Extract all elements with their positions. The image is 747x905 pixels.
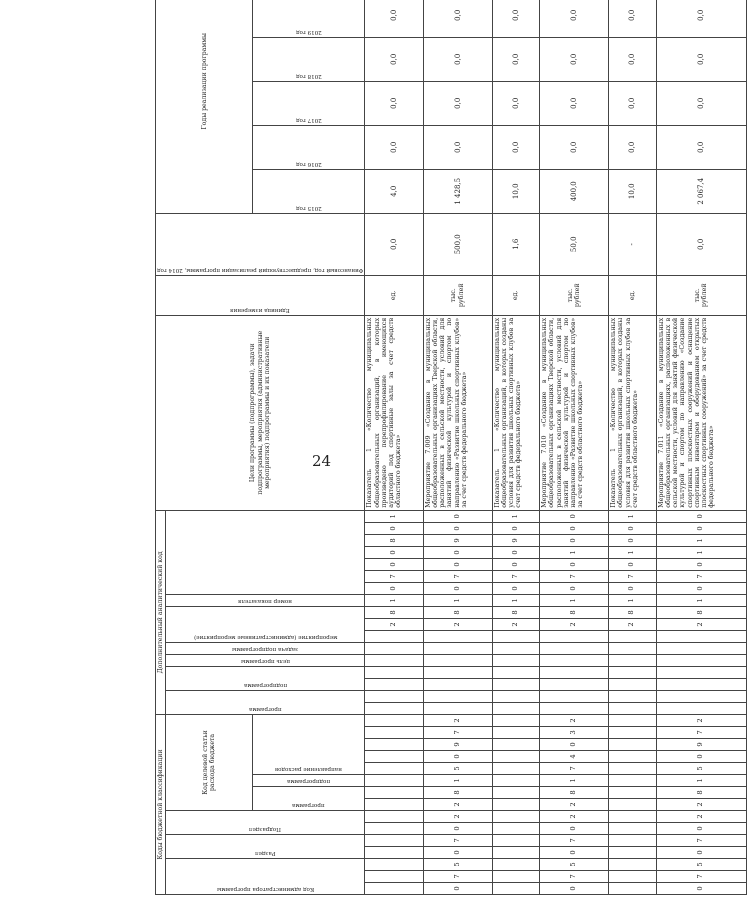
row-unit: ед. — [492, 275, 539, 315]
admin-code-header: Код администратора программы — [166, 859, 365, 895]
code-digit-cell — [365, 714, 423, 726]
code-digit-cell: 7 — [492, 570, 539, 582]
code-digit-cell — [492, 847, 539, 859]
code-digit-cell — [492, 678, 539, 690]
code-digit-cell — [609, 751, 656, 763]
code-digit-cell: 0 — [656, 510, 747, 522]
code-digit-cell — [656, 690, 747, 702]
table-row — [656, 0, 747, 895]
row-year-value: 0,0 — [365, 0, 423, 37]
reserved-header — [166, 510, 365, 594]
code-digit-cell — [365, 871, 423, 883]
table-row — [492, 0, 539, 895]
row-year-value: 2 067,4 — [656, 169, 747, 213]
row-year-value: 0,0 — [609, 125, 656, 169]
code-digit-cell: 0 — [492, 558, 539, 570]
code-digit-cell: 7 — [540, 570, 609, 582]
row-year-value: 0,0 — [365, 125, 423, 169]
row-year-value: 0,0 — [609, 0, 656, 37]
row-year-value: 0,0 — [365, 81, 423, 125]
code-digit-cell — [423, 666, 492, 678]
code-digit-cell — [540, 642, 609, 654]
row-year-value: 0,0 — [540, 0, 609, 37]
code-digit-cell: 7 — [656, 570, 747, 582]
code-digit-cell — [365, 787, 423, 799]
code-digit-cell — [365, 799, 423, 811]
row-fin-year-value: 500,0 — [423, 213, 492, 275]
code-digit-cell: 0 — [365, 558, 423, 570]
row-year-value: 0,0 — [492, 0, 539, 37]
code-digit-cell — [492, 763, 539, 775]
code-digit-cell — [492, 630, 539, 642]
code-digit-cell: 5 — [423, 859, 492, 871]
code-digit-cell — [609, 787, 656, 799]
code-digit-cell: 2 — [423, 618, 492, 630]
code-digit-cell: 0 — [656, 582, 747, 594]
code-digit-cell: 0 — [609, 534, 656, 546]
code-digit-cell — [423, 630, 492, 642]
table-row — [540, 0, 609, 895]
code-digit-cell — [365, 847, 423, 859]
code-digit-cell — [365, 883, 423, 895]
code-digit-cell — [365, 678, 423, 690]
program-code-header: программа — [166, 690, 365, 714]
csr-subprogram-header: подпрограмма — [253, 775, 365, 787]
code-digit-cell — [492, 883, 539, 895]
table-row — [609, 0, 656, 895]
year-2018-header: 2018 год — [253, 37, 365, 81]
code-digit-cell: 7 — [540, 835, 609, 847]
code-digit-cell: 7 — [365, 570, 423, 582]
code-digit-cell — [609, 859, 656, 871]
code-digit-cell — [609, 690, 656, 702]
row-year-value: 4,0 — [365, 169, 423, 213]
code-digit-cell — [656, 654, 747, 666]
row-fin-year-value: 1,6 — [492, 213, 539, 275]
year-2015-header: 2015 год — [253, 169, 365, 213]
code-digit-cell: 7 — [423, 570, 492, 582]
row-year-value: 0,0 — [423, 81, 492, 125]
code-digit-cell — [492, 787, 539, 799]
code-digit-cell: 8 — [656, 787, 747, 799]
code-digit-cell: 5 — [423, 763, 492, 775]
code-digit-cell: 8 — [365, 534, 423, 546]
code-digit-cell — [423, 642, 492, 654]
row-year-value: 0,0 — [656, 37, 747, 81]
row-year-value: 0,0 — [492, 81, 539, 125]
code-digit-cell — [492, 751, 539, 763]
code-digit-cell: 0 — [540, 847, 609, 859]
row-fin-year-value: 0,0 — [365, 213, 423, 275]
code-digit-cell — [540, 666, 609, 678]
code-digit-cell — [540, 654, 609, 666]
code-digit-cell: 9 — [492, 534, 539, 546]
code-digit-cell: 2 — [656, 811, 747, 823]
code-digit-cell — [609, 642, 656, 654]
code-digit-cell — [492, 654, 539, 666]
code-digit-cell: 1 — [423, 594, 492, 606]
code-digit-cell: 8 — [540, 606, 609, 618]
code-digit-cell: 0 — [423, 510, 492, 522]
code-digit-cell — [365, 739, 423, 751]
code-digit-cell — [609, 630, 656, 642]
row-description: Показатель 1 «Количество муниципальных общеобразовательных организаций, в которых произведено перепрофилирование имеющихся аудиторий под спортивные залы за счет средств областного бюджета» — [365, 315, 423, 510]
row-year-value: 0,0 — [609, 37, 656, 81]
table-row — [365, 0, 423, 895]
row-unit: ед. — [365, 275, 423, 315]
row-year-value: 0,0 — [492, 37, 539, 81]
code-digit-cell: 2 — [423, 811, 492, 823]
code-digit-cell — [609, 799, 656, 811]
code-digit-cell: 0 — [423, 823, 492, 835]
row-unit: тыс. рублей — [540, 275, 609, 315]
code-digit-cell — [609, 871, 656, 883]
code-digit-cell — [609, 727, 656, 739]
code-digit-cell: 5 — [540, 859, 609, 871]
code-digit-cell: 0 — [540, 522, 609, 534]
code-digit-cell — [609, 714, 656, 726]
row-year-value: 0,0 — [423, 0, 492, 37]
row-description: Показатель 1 «Количество муниципальных общеобразовательных организаций, в которых созданы условия для развития школьных спортивных клубов за счет средств федерального бюджета» — [492, 315, 539, 510]
code-digit-cell — [365, 811, 423, 823]
code-digit-cell: 0 — [365, 546, 423, 558]
code-digit-cell — [492, 666, 539, 678]
code-digit-cell: 7 — [656, 727, 747, 739]
code-digit-cell: 0 — [423, 847, 492, 859]
code-digit-cell — [492, 871, 539, 883]
code-digit-cell — [609, 823, 656, 835]
code-digit-cell: 1 — [423, 775, 492, 787]
code-digit-cell — [423, 702, 492, 714]
code-digit-cell — [423, 678, 492, 690]
unit-header: Единица измерения — [156, 275, 365, 315]
code-digit-cell — [365, 654, 423, 666]
code-digit-cell: 2 — [609, 618, 656, 630]
code-digit-cell: 8 — [365, 606, 423, 618]
code-digit-cell — [492, 642, 539, 654]
code-digit-cell: 0 — [423, 558, 492, 570]
code-digit-cell — [540, 690, 609, 702]
code-digit-cell — [609, 775, 656, 787]
code-digit-cell — [365, 690, 423, 702]
code-digit-cell — [365, 630, 423, 642]
code-digit-cell — [365, 763, 423, 775]
code-digit-cell — [609, 702, 656, 714]
page-number: 24 — [312, 452, 332, 470]
code-digit-cell: 0 — [492, 582, 539, 594]
code-digit-cell — [365, 835, 423, 847]
code-digit-cell: 1 — [609, 546, 656, 558]
budget-table — [155, 0, 747, 895]
code-digit-cell: 7 — [540, 763, 609, 775]
code-digit-cell — [492, 727, 539, 739]
code-digit-cell: 0 — [609, 558, 656, 570]
fin-year-header: Финансовый год, предшествующий реализации программы, 2014 год — [156, 213, 365, 275]
code-digit-cell: 0 — [540, 558, 609, 570]
code-digit-cell — [609, 678, 656, 690]
code-digit-cell — [492, 811, 539, 823]
code-digit-cell: 1 — [540, 546, 609, 558]
code-digit-cell — [365, 642, 423, 654]
row-year-value: 0,0 — [492, 125, 539, 169]
code-digit-cell — [656, 666, 747, 678]
code-digit-cell: 8 — [540, 787, 609, 799]
subsection-header: Подраздел — [166, 811, 365, 835]
code-digit-cell — [492, 739, 539, 751]
code-digit-cell: 8 — [656, 606, 747, 618]
row-description: Мероприятие 7.009 «Создание в муниципальных общеобразовательных организациях Тверской области, расположенных в сельской местности, условий для занятий физической культурой и спортом по направлению «Развитие школьных спортивных клубов» за счет средств федерального бюджета» — [423, 315, 492, 510]
indicator-no-header: номер показателя — [166, 594, 365, 606]
code-digit-cell — [656, 630, 747, 642]
code-digit-cell: 1 — [365, 594, 423, 606]
code-digit-cell: 4 — [540, 751, 609, 763]
code-digit-cell: 2 — [540, 799, 609, 811]
code-digit-cell: 2 — [656, 799, 747, 811]
activity-header: мероприятие (административные мероприятие) — [166, 606, 365, 642]
code-digit-cell — [609, 811, 656, 823]
subprogram-code-header: подпрограмма — [166, 666, 365, 690]
code-digit-cell: 1 — [656, 775, 747, 787]
code-digit-cell — [540, 678, 609, 690]
code-digit-cell: 8 — [423, 606, 492, 618]
row-description: Показатель 1 «Количество муниципальных общеобразовательных организаций, в которых созданы условия для развития школьных спортивных клубов за счет средств областного бюджета» — [609, 315, 656, 510]
code-digit-cell: 0 — [423, 546, 492, 558]
row-year-value: 0,0 — [656, 125, 747, 169]
row-year-value: 0,0 — [540, 81, 609, 125]
code-digit-cell: 1 — [656, 594, 747, 606]
code-digit-cell: 0 — [656, 883, 747, 895]
code-digit-cell: 9 — [656, 739, 747, 751]
code-digit-cell: 7 — [423, 835, 492, 847]
code-digit-cell — [365, 727, 423, 739]
code-digit-cell: 2 — [540, 714, 609, 726]
row-unit: ед. — [609, 275, 656, 315]
code-digit-cell: 1 — [656, 546, 747, 558]
row-year-value: 0,0 — [423, 37, 492, 81]
row-year-value: 0,0 — [656, 0, 747, 37]
row-description: Мероприятие 7.010 «Создание в муниципальных общеобразовательных организациях Тверской области, расположенных в сельской местности, условий для занятий физической культурой и спортом по направлению «Развитие школьных спортивных клубов» за счет средств областного бюджета» — [540, 315, 609, 510]
code-digit-cell: 0 — [540, 883, 609, 895]
code-digit-cell — [492, 702, 539, 714]
code-digit-cell — [365, 775, 423, 787]
row-year-value: 400,0 — [540, 169, 609, 213]
code-digit-cell: 0 — [609, 522, 656, 534]
code-digit-cell — [609, 739, 656, 751]
code-digit-cell — [656, 678, 747, 690]
code-digit-cell: 7 — [609, 570, 656, 582]
code-digit-cell — [609, 883, 656, 895]
code-digit-cell — [423, 654, 492, 666]
expense-direction-header: направление расходов — [253, 714, 365, 774]
code-digit-cell: 8 — [423, 787, 492, 799]
code-digit-cell: 7 — [423, 727, 492, 739]
code-digit-cell: 1 — [609, 594, 656, 606]
row-year-value: 10,0 — [609, 169, 656, 213]
code-digit-cell: 1 — [492, 510, 539, 522]
code-digit-cell: 2 — [423, 714, 492, 726]
year-2019-header: 2019 год — [253, 0, 365, 37]
code-digit-cell — [492, 823, 539, 835]
code-digit-cell: 3 — [540, 727, 609, 739]
row-year-value: 0,0 — [423, 125, 492, 169]
code-digit-cell — [492, 859, 539, 871]
code-digit-cell — [492, 714, 539, 726]
code-digit-cell — [365, 751, 423, 763]
budget-classification-header: Коды бюджетной классификации — [156, 714, 166, 894]
code-digit-cell: 1 — [609, 510, 656, 522]
row-year-value: 1 428,5 — [423, 169, 492, 213]
code-digit-cell: 7 — [656, 835, 747, 847]
row-fin-year-value: 0,0 — [656, 213, 747, 275]
code-digit-cell: 1 — [540, 775, 609, 787]
code-digit-cell — [656, 642, 747, 654]
code-digit-cell: 0 — [540, 534, 609, 546]
years-header: Годы реализации программы — [156, 0, 253, 213]
code-digit-cell: 9 — [423, 534, 492, 546]
code-digit-cell — [492, 835, 539, 847]
code-digit-cell — [540, 702, 609, 714]
code-digit-cell — [609, 763, 656, 775]
code-digit-cell — [656, 702, 747, 714]
code-digit-cell: 0 — [656, 847, 747, 859]
row-year-value: 0,0 — [540, 125, 609, 169]
code-digit-cell — [540, 630, 609, 642]
code-digit-cell — [609, 666, 656, 678]
code-digit-cell: 0 — [423, 522, 492, 534]
code-digit-cell: 0 — [492, 546, 539, 558]
code-digit-cell — [423, 690, 492, 702]
row-year-value: 10,0 — [492, 169, 539, 213]
code-digit-cell: 0 — [365, 522, 423, 534]
code-digit-cell — [492, 799, 539, 811]
code-digit-cell: 8 — [609, 606, 656, 618]
code-digit-cell: 0 — [656, 558, 747, 570]
code-digit-cell: 7 — [540, 871, 609, 883]
code-digit-cell: 7 — [423, 871, 492, 883]
code-digit-cell: 2 — [540, 811, 609, 823]
row-description: Мероприятие 7.011 «Создание в муниципальных общеобразовательных организациях, расположенных в сельской местности, условий для занятий физической культурой и спортом по направлению «Создание спортивных плоскостных сооружений и оснащение спортивным инвентарем и оборудованием открытых плоскостных спортивных сооружений» за счет средств федерального бюджета» — [656, 315, 747, 510]
code-digit-cell: 9 — [423, 739, 492, 751]
year-2017-header: 2017 год — [253, 81, 365, 125]
code-digit-cell: 0 — [609, 582, 656, 594]
code-digit-cell: 0 — [423, 751, 492, 763]
code-digit-cell — [365, 823, 423, 835]
section-header: Раздел — [166, 835, 365, 859]
row-fin-year-value: - — [609, 213, 656, 275]
code-digit-cell: 0 — [656, 522, 747, 534]
code-digit-cell — [492, 690, 539, 702]
code-digit-cell — [609, 847, 656, 859]
code-digit-cell: 0 — [540, 739, 609, 751]
code-digit-cell: 0 — [365, 582, 423, 594]
goal-program-header: цель программы — [166, 654, 365, 666]
code-digit-cell: 2 — [492, 618, 539, 630]
row-year-value: 0,0 — [540, 37, 609, 81]
code-digit-cell — [365, 859, 423, 871]
code-digit-cell: 2 — [365, 618, 423, 630]
code-digit-cell: 2 — [540, 618, 609, 630]
code-digit-cell: 0 — [656, 823, 747, 835]
code-digit-cell: 2 — [656, 618, 747, 630]
csr-header: Код целевой статьи расхода бюджета — [166, 714, 253, 810]
code-digit-cell — [365, 666, 423, 678]
code-digit-cell: 5 — [656, 763, 747, 775]
code-digit-cell: 0 — [540, 823, 609, 835]
code-digit-cell — [609, 835, 656, 847]
code-digit-cell — [492, 775, 539, 787]
code-digit-cell: 0 — [423, 883, 492, 895]
code-digit-cell: 1 — [365, 510, 423, 522]
code-digit-cell: 0 — [540, 510, 609, 522]
analytic-code-header: Дополнительный аналитический код — [156, 510, 166, 714]
goals-header: Цели программы (подпрограммы), задачи подпрограммы, мероприятия (административные мероприятия) подпрограммы и их показатели — [156, 315, 365, 510]
row-year-value: 0,0 — [656, 81, 747, 125]
table-row — [423, 0, 492, 895]
code-digit-cell: 8 — [492, 606, 539, 618]
row-unit: тыс. рублей — [423, 275, 492, 315]
task-header: задача подпрограммы — [166, 642, 365, 654]
row-year-value: 0,0 — [609, 81, 656, 125]
code-digit-cell: 2 — [423, 799, 492, 811]
code-digit-cell — [609, 654, 656, 666]
csr-program-header: программа — [253, 787, 365, 811]
row-year-value: 0,0 — [365, 37, 423, 81]
code-digit-cell: 7 — [656, 871, 747, 883]
code-digit-cell: 1 — [492, 594, 539, 606]
code-digit-cell: 0 — [492, 522, 539, 534]
budget-table-landscape — [155, 0, 716, 895]
row-unit: тыс. рублей — [656, 275, 747, 315]
row-fin-year-value: 50,0 — [540, 213, 609, 275]
code-digit-cell: 1 — [540, 594, 609, 606]
code-digit-cell: 5 — [656, 859, 747, 871]
code-digit-cell: 1 — [656, 534, 747, 546]
code-digit-cell — [365, 702, 423, 714]
code-digit-cell: 0 — [540, 582, 609, 594]
code-digit-cell: 0 — [656, 751, 747, 763]
year-2016-header: 2016 год — [253, 125, 365, 169]
code-digit-cell: 0 — [423, 582, 492, 594]
code-digit-cell: 2 — [656, 714, 747, 726]
